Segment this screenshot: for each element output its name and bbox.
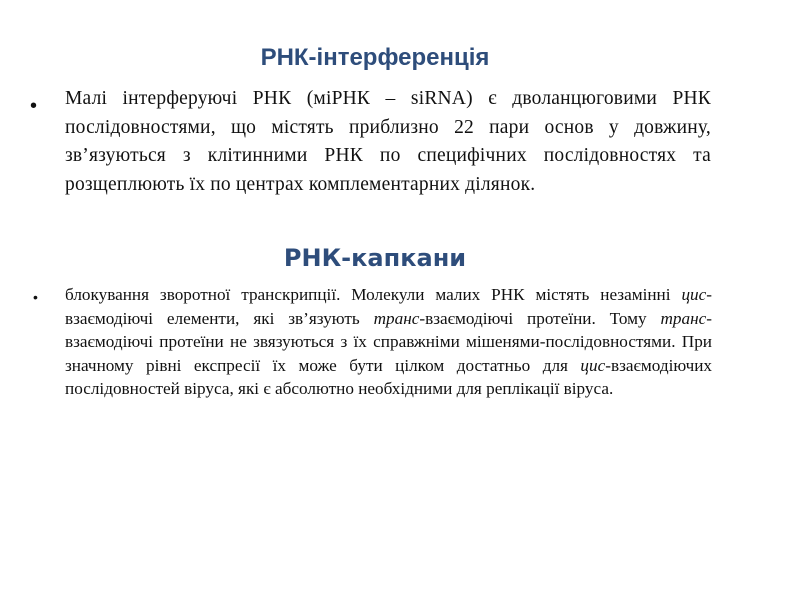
text-segment: блокування зворотної транскрипції. Молекули малих РНК містять незамінні: [65, 285, 682, 304]
heading-rna-decoys: РНК-капкани: [283, 244, 467, 272]
text-segment: -взаємодіючі протеїни не звязуються з їх справжніми мішенями-послідовностями. При значному рівні експресії їх може бути цілком достатньо для: [65, 308, 712, 375]
heading-rna-interference: РНК-інтерференція: [260, 44, 490, 71]
text-segment: -взаємодіючі елементи, які зв’язують: [65, 285, 712, 328]
paragraph-reverse-transcription-blocking: [65, 283, 712, 401]
text-segment: -взаємодіючі протеїни. Тому: [419, 308, 661, 328]
bullet-marker-1: •: [30, 95, 38, 117]
text-segment: -взаємодіючих послідовностей віруса, які є абсолютно необхідними для реплікації віруса.: [65, 355, 712, 399]
bullet-marker-2: •: [33, 289, 38, 305]
italic-term-cis: цис: [580, 355, 606, 375]
paragraph-sirna: Малі інтерферуючі РНК (міРНК – siRNA) є дволанцюговими РНК послідовностями, що містять приблизно 22 пари основ у довжину, зв’язуються з клітинними РНК по специфічних послідовностях та розщеплюють їх по центрах комплементарних ділянок.: [65, 88, 711, 195]
italic-term-trans: транс: [373, 308, 420, 328]
italic-term-trans: транс: [660, 308, 707, 328]
italic-term-cis: цис: [681, 285, 707, 304]
